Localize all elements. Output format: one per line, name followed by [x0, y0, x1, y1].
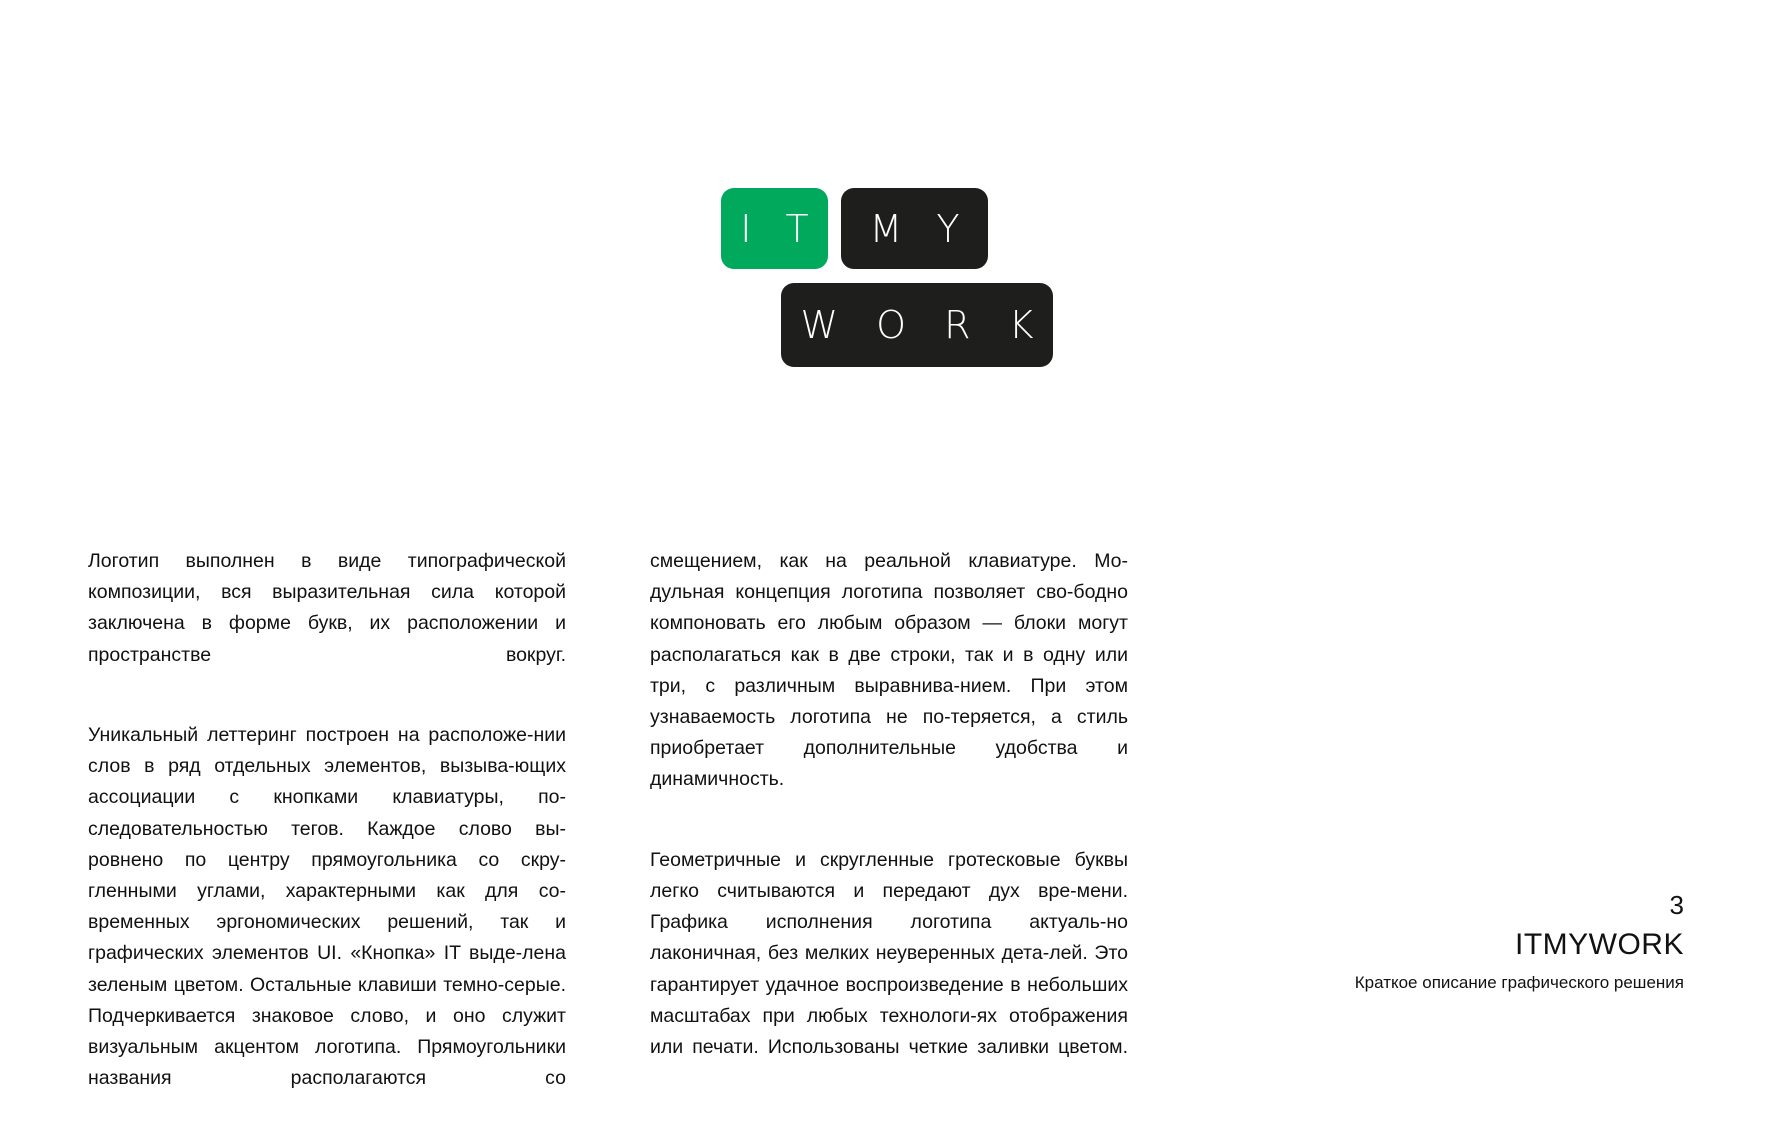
body-column-right: [650, 546, 1128, 1094]
logo-row-top: [721, 188, 988, 269]
footer-caption: Краткое описание графического решения: [1354, 973, 1684, 992]
logo-block-it-letters: I T: [740, 206, 820, 251]
logo-row-bottom: [781, 283, 1053, 367]
logo-block-work: [781, 283, 1053, 367]
logo-block-my: [841, 188, 988, 269]
page-number: 3: [1669, 890, 1684, 920]
paragraph: Логотип выполнен в виде типографической композиции, вся выразительная сила которой заключена в форме букв, их расположении и пространстве вокруг.: [88, 550, 566, 666]
itmywork-logo: [721, 188, 1061, 374]
logo-block-it: [721, 188, 828, 269]
paragraph: Уникальный леттеринг построен на расположе-нии слов в ряд отдельных элементов, вызыва-ющих ассоциации с кнопками клавиатуры, по-следовательностью тегов. Каждое слово вы-ровнено по центру прямоугольника со скру-гленными углами, характерными как для со-временных эргономических решений, так и графических элементов UI. «Кнопка» IT выде-лена зеленым цветом. Остальные клавиши темно-серые. Подчеркивается знаковое слово, и оно служит визуальным акцентом логотипа. Прямоугольники названия располагаются со: [88, 724, 566, 1090]
footer-brand-name: ITMYWORK: [1515, 928, 1684, 961]
logo-block-work-letters: W O R K: [800, 303, 1047, 347]
paragraph: Геометричные и скругленные гротесковые буквы легко считываются и передают дух вре-мени. Графика исполнения логотипа актуаль-но лаконичная, без мелких неуверенных дета-лей. Это гарантирует удачное воспроизведение в небольших масштабах при любых технологи-ях отображения или печати. Использованы четкие заливки цветом.: [650, 848, 1128, 1059]
paragraph: смещением, как на реальной клавиатуре. Мо-дульная концепция логотипа позволяет сво-бодно компоновать его любым образом — блоки могут располагаться как в две строки, так и в одну или три, с различным выравнива-нием. При этом узнаваемость логотипа не по-теряется, а стиль приобретает дополнительные удобства и динамичность.: [650, 550, 1128, 791]
logo-block-my-letters: M Y: [869, 206, 971, 251]
footer: [1164, 888, 1684, 996]
body-column-left: [88, 546, 566, 1126]
